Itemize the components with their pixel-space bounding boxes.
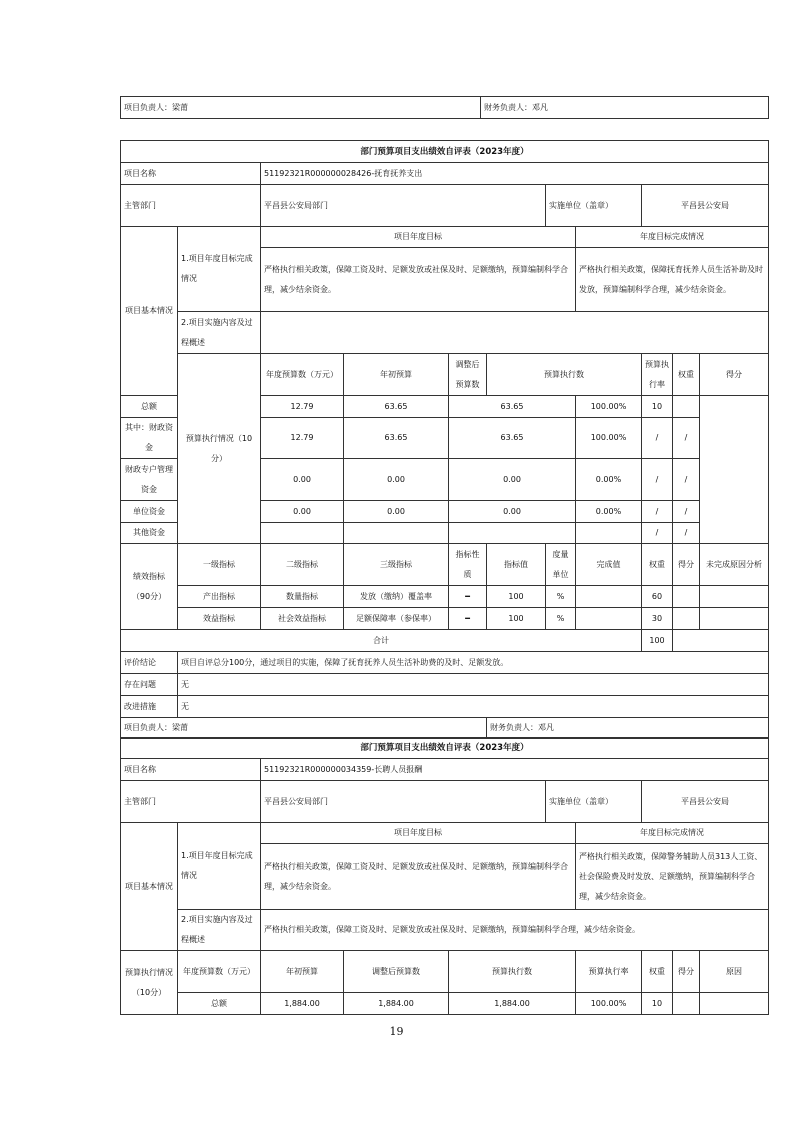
budget-row-label: 财政专户管理资金 — [121, 459, 178, 501]
issue-text: 无 — [178, 674, 769, 696]
perf-row-nature: ━ — [449, 586, 487, 608]
total-empty — [673, 630, 769, 652]
dept-value: 平昌县公安局部门 — [261, 781, 546, 823]
budget-row-score: / — [673, 418, 700, 459]
perf-row-l1: 产出指标 — [178, 586, 261, 608]
budget-row-label: 总额 — [121, 396, 178, 418]
goal-label: 1.项目年度目标完成情况 — [178, 823, 261, 910]
done-text: 严格执行相关政策，保障抚育抚养人员生活补助及时发放，预算编制科学合理，减少结余资金。 — [576, 248, 769, 312]
budget-head-rate: 预算执行率 — [642, 354, 673, 396]
project-name-label: 项目名称 — [121, 163, 261, 185]
perf-head-reason: 未完成原因分析 — [700, 544, 769, 586]
done-header: 年度目标完成情况 — [576, 823, 769, 844]
goal-text: 严格执行相关政策，保障工资及时、足额发放或社保及时、足额缴纳，预算编制科学合理，减少结余资金。 — [261, 844, 576, 910]
basic-info-label: 项目基本情况 — [121, 227, 178, 396]
budget-row-exec: 1,884.00 — [449, 993, 576, 1015]
perf-head-score: 得分 — [673, 544, 700, 586]
issue-label: 存在问题 — [121, 674, 178, 696]
perf-row-l3: 足额保障率（参保率） — [344, 608, 449, 630]
perf-label: 绩效指标（90分） — [121, 544, 178, 630]
done-header: 年度目标完成情况 — [576, 227, 769, 248]
perf-head-l2: 二级指标 — [261, 544, 344, 586]
fix-label: 改进措施 — [121, 696, 178, 718]
budget-row-rate: 100.00% — [576, 993, 642, 1015]
perf-row-reason — [700, 608, 769, 630]
unit-label: 实施单位（盖章） — [546, 185, 642, 227]
perf-row-unit: % — [546, 586, 576, 608]
budget-row-score: / — [673, 501, 700, 523]
budget-head-rate: 预算执行率 — [576, 951, 642, 993]
perf-row-done — [576, 608, 642, 630]
table-title: 部门预算项目支出绩效自评表（2023年度） — [121, 738, 769, 759]
perf-row-l2: 数量指标 — [261, 586, 344, 608]
fix-text: 无 — [178, 696, 769, 718]
budget-label: 预算执行情况（10分） — [178, 354, 261, 544]
budget-head-init: 年初预算 — [261, 951, 344, 993]
dept-label: 主管部门 — [121, 781, 261, 823]
perf-row-score — [673, 608, 700, 630]
budget-row-adj: 1,884.00 — [344, 993, 449, 1015]
budget-row-init: 1,884.00 — [261, 993, 344, 1015]
perf-head-unit: 度量单位 — [546, 544, 576, 586]
budget-head-reason: 原因 — [700, 951, 769, 993]
budget-row-score: / — [673, 459, 700, 501]
perf-row-l2: 社会效益指标 — [261, 608, 344, 630]
budget-head-adj: 调整后预算数 — [449, 354, 487, 396]
goal-label: 1.项目年度目标完成情况 — [178, 227, 261, 312]
budget-head-score: 得分 — [673, 951, 700, 993]
perf-row-done — [576, 586, 642, 608]
budget-row-init: 0.00 — [261, 459, 344, 501]
budget-row-label: 单位资金 — [121, 501, 178, 523]
budget-head-weight: 权重 — [673, 354, 700, 396]
perf-head-weight: 权重 — [642, 544, 673, 586]
page-number: 19 — [389, 1025, 404, 1038]
budget-reason — [700, 993, 769, 1015]
done-text: 严格执行相关政策，保障警务辅助人员313人工资、社会保险费及时发放、足额缴纳，预算编制科学合理，减少结余资金。 — [576, 844, 769, 910]
unit-label: 实施单位（盖章） — [546, 781, 642, 823]
perf-row-weight: 30 — [642, 608, 673, 630]
perf-row-unit: % — [546, 608, 576, 630]
impl-text: 严格执行相关政策，保障工资及时、足额发放或社保及时、足额缴纳，预算编制科学合理，减少结余资金。 — [261, 910, 769, 951]
budget-row-init — [261, 523, 344, 544]
budget-reason — [700, 396, 769, 544]
budget-row-adj: 0.00 — [344, 459, 449, 501]
budget-row-score: / — [673, 523, 700, 544]
budget-row-label: 总额 — [178, 993, 261, 1015]
budget-row-adj: 0.00 — [344, 501, 449, 523]
budget-row-weight: 10 — [642, 396, 673, 418]
eval-label: 评价结论 — [121, 652, 178, 674]
unit-value: 平昌县公安局 — [642, 781, 769, 823]
budget-row-weight: / — [642, 523, 673, 544]
eval-text: 项目自评总分100分，通过项目的实施，保障了抚育抚养人员生活补助费的及时、足额发放。 — [178, 652, 769, 674]
project-name-value: 51192321R000000028426-抚育抚养支出 — [261, 163, 769, 185]
budget-row-rate: 0.00% — [576, 459, 642, 501]
budget-row-exec: 0.00 — [449, 501, 576, 523]
budget-row-exec: 63.65 — [449, 418, 576, 459]
perf-head-value: 指标值 — [487, 544, 546, 586]
perf-row-l1: 效益指标 — [178, 608, 261, 630]
budget-head-exec: 预算执行数 — [487, 354, 642, 396]
perf-row-score — [673, 586, 700, 608]
impl-label: 2.项目实施内容及过程概述 — [178, 312, 261, 354]
budget-head-adj: 调整后预算数 — [344, 951, 449, 993]
project-name-value: 51192321R000000034359-长聘人员报酬 — [261, 759, 769, 781]
budget-head-weight: 权重 — [642, 951, 673, 993]
impl-label: 2.项目实施内容及过程概述 — [178, 910, 261, 951]
budget-head-init: 年初预算 — [344, 354, 449, 396]
budget-head-score: 得分 — [700, 354, 769, 396]
budget-row-weight: / — [642, 418, 673, 459]
budget-row-weight: 10 — [642, 993, 673, 1015]
perf-head-l1: 一级指标 — [178, 544, 261, 586]
budget-row-init: 0.00 — [261, 501, 344, 523]
evaluation-table-1 — [120, 140, 769, 739]
perf-head-nature: 指标性质 — [449, 544, 487, 586]
perf-row-value: 100 — [487, 608, 546, 630]
top-footer-table — [120, 96, 769, 119]
perf-row-weight: 60 — [642, 586, 673, 608]
budget-row-rate: 0.00% — [576, 501, 642, 523]
budget-row-label: 其他资金 — [121, 523, 178, 544]
perf-row-nature: ━ — [449, 608, 487, 630]
budget-row-adj — [344, 523, 449, 544]
project-name-label: 项目名称 — [121, 759, 261, 781]
budget-label: 预算执行情况（10分） — [121, 951, 178, 1015]
perf-head-l3: 三级指标 — [344, 544, 449, 586]
goal-header: 项目年度目标 — [261, 227, 576, 248]
basic-info-label: 项目基本情况 — [121, 823, 178, 951]
project-leader: 项目负责人：梁莆 — [121, 97, 481, 119]
budget-head-year: 年度预算数（万元） — [261, 354, 344, 396]
goal-text: 严格执行相关政策，保障工资及时、足额发放或社保及时、足额缴纳，预算编制科学合理，减少结余资金。 — [261, 248, 576, 312]
budget-row-exec: 63.65 — [449, 396, 576, 418]
dept-label: 主管部门 — [121, 185, 261, 227]
evaluation-table-2 — [120, 737, 769, 1015]
impl-text — [261, 312, 769, 354]
budget-row-init: 12.79 — [261, 418, 344, 459]
goal-header: 项目年度目标 — [261, 823, 576, 844]
budget-row-adj: 63.65 — [344, 396, 449, 418]
project-leader: 项目负责人：梁莆 — [121, 718, 487, 739]
budget-row-weight: / — [642, 459, 673, 501]
budget-row-exec — [449, 523, 576, 544]
total-weight: 100 — [642, 630, 673, 652]
budget-row-adj: 63.65 — [344, 418, 449, 459]
budget-row-label: 其中：财政资金 — [121, 418, 178, 459]
budget-head-exec: 预算执行数 — [449, 951, 576, 993]
budget-row-exec: 0.00 — [449, 459, 576, 501]
total-label: 合计 — [121, 630, 642, 652]
budget-row-score — [673, 993, 700, 1015]
budget-row-rate: 100.00% — [576, 418, 642, 459]
budget-row-weight: / — [642, 501, 673, 523]
finance-leader: 财务负责人：邓凡 — [487, 718, 769, 739]
unit-value: 平昌县公安局 — [642, 185, 769, 227]
budget-row-rate — [576, 523, 642, 544]
perf-row-reason — [700, 586, 769, 608]
perf-head-done: 完成值 — [576, 544, 642, 586]
perf-row-l3: 发放（缴纳）覆盖率 — [344, 586, 449, 608]
finance-leader: 财务负责人：邓凡 — [481, 97, 769, 119]
perf-row-value: 100 — [487, 586, 546, 608]
dept-value: 平昌县公安局部门 — [261, 185, 546, 227]
budget-head-year: 年度预算数（万元） — [178, 951, 261, 993]
budget-row-rate: 100.00% — [576, 396, 642, 418]
table-title: 部门预算项目支出绩效自评表（2023年度） — [121, 141, 769, 163]
budget-row-init: 12.79 — [261, 396, 344, 418]
budget-row-score — [673, 396, 700, 418]
